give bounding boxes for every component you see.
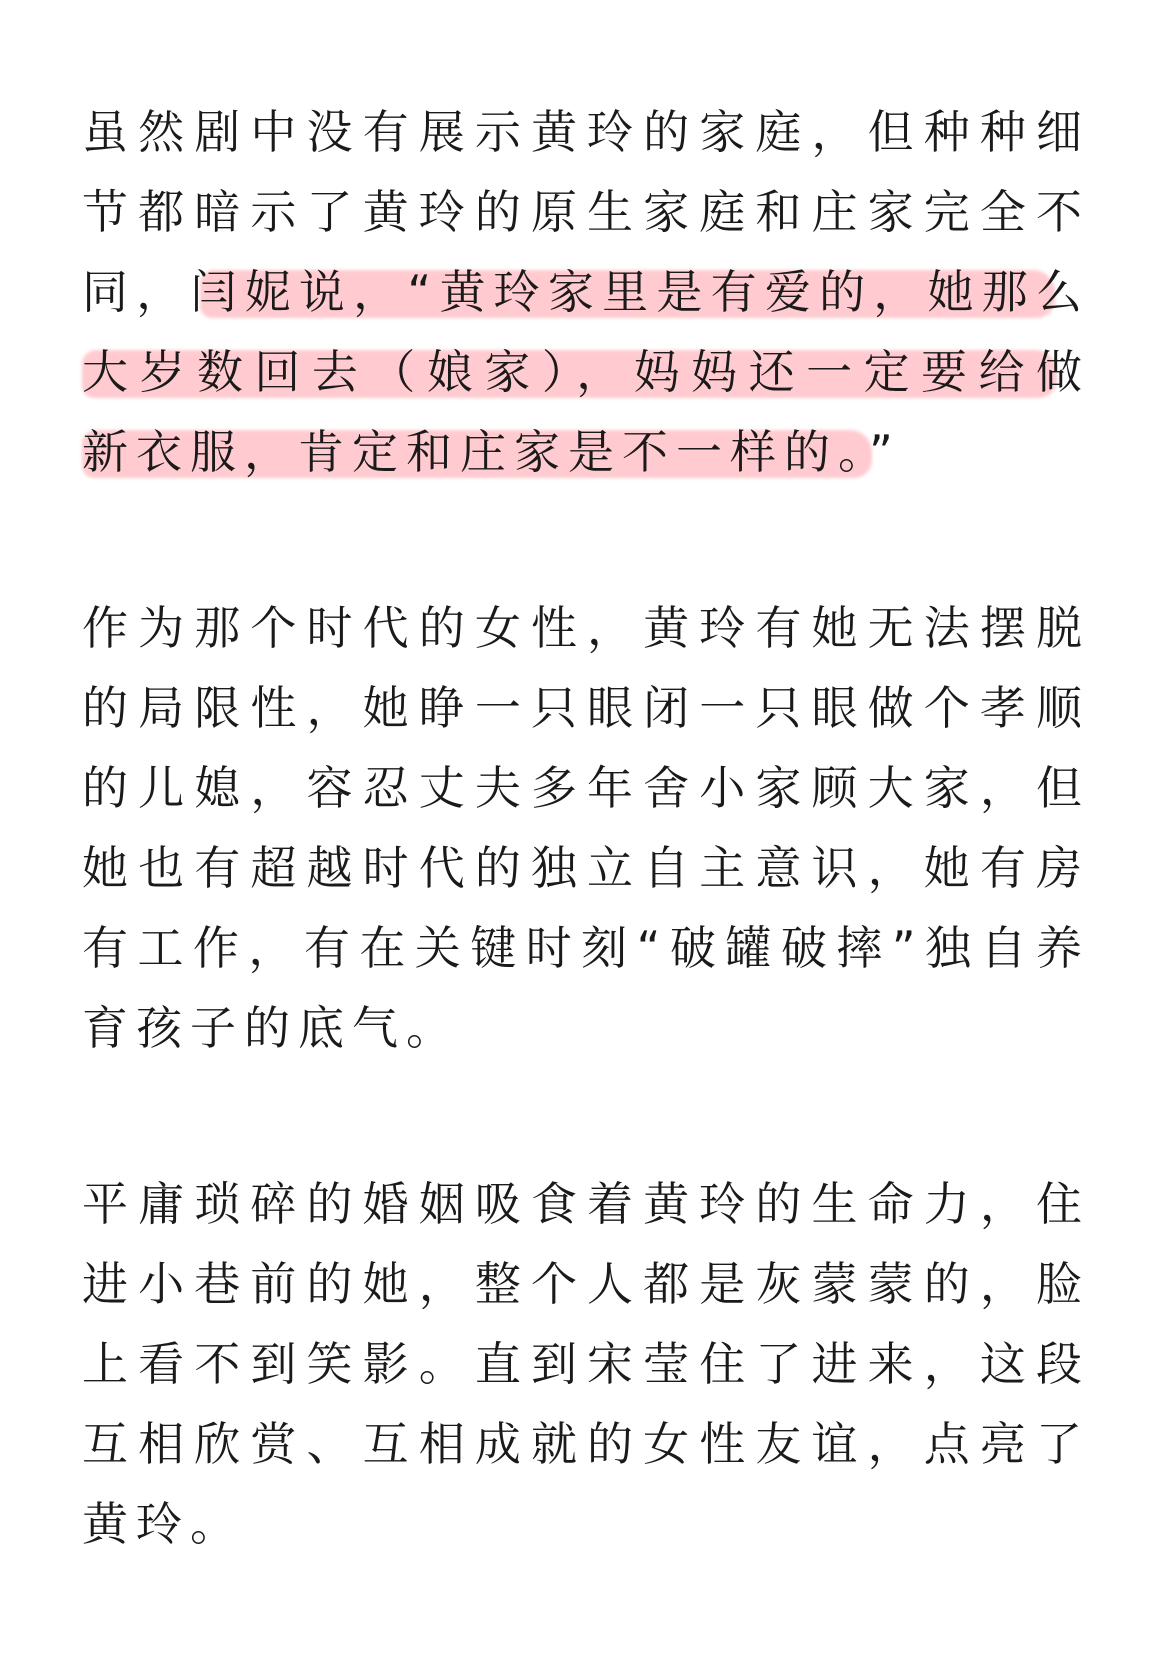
text-line [82, 252, 1082, 332]
text-line [82, 588, 1082, 668]
text-line [82, 908, 1082, 988]
text-line-content: 的局限性，她睁一只眼闭一只眼做个孝顺 [82, 681, 1082, 735]
text-line [82, 828, 1082, 908]
text-line [82, 748, 1082, 828]
text-line-content: 大岁数回去（娘家），妈妈还一定要给做 [82, 345, 1082, 399]
text-line [82, 1484, 1082, 1564]
paragraph-1 [82, 92, 1082, 492]
text-line-content: 互相欣赏、互相成就的女性友谊，点亮了 [82, 1417, 1082, 1471]
text-line [82, 988, 1082, 1068]
text-line-content: 她也有超越时代的独立自主意识，她有房 [82, 841, 1082, 895]
text-line-content: 平庸琐碎的婚姻吸食着黄玲的生命力，住 [82, 1177, 1082, 1231]
text-line-content: 作为那个时代的女性，黄玲有她无法摆脱 [82, 601, 1082, 655]
text-line-content: 虽然剧中没有展示黄玲的家庭，但种种细 [82, 105, 1082, 159]
text-line-content: 有工作，有在关键时刻“破罐破摔”独自养 [82, 921, 1082, 975]
text-line [82, 668, 1082, 748]
text-line [82, 1164, 1082, 1244]
text-line-content: 上看不到笑影。直到宋莹住了进来，这段 [82, 1337, 1082, 1391]
text-line [82, 1244, 1082, 1324]
text-line-content: 进小巷前的她，整个人都是灰蒙蒙的，脸 [82, 1257, 1082, 1311]
text-line [82, 1404, 1082, 1484]
text-line [82, 412, 1082, 492]
paragraph-3 [82, 1164, 1082, 1564]
text-line-content: 黄玲。 [82, 1497, 244, 1551]
text-line [82, 92, 1082, 172]
article-body [82, 92, 1082, 1660]
text-line-content: 节都暗示了黄玲的原生家庭和庄家完全不 [82, 185, 1082, 239]
text-line-content: 新衣服，肯定和庄家是不一样的。” [82, 425, 901, 479]
text-line [82, 1324, 1082, 1404]
paragraph-2 [82, 588, 1082, 1068]
text-line-content: 育孩子的底气。 [82, 1001, 460, 1055]
text-line [82, 172, 1082, 252]
text-line-content: 同，闫妮说，“黄玲家里是有爱的，她那么 [82, 265, 1082, 319]
text-line [82, 332, 1082, 412]
text-line-content: 的儿媳，容忍丈夫多年舍小家顾大家，但 [82, 761, 1082, 815]
